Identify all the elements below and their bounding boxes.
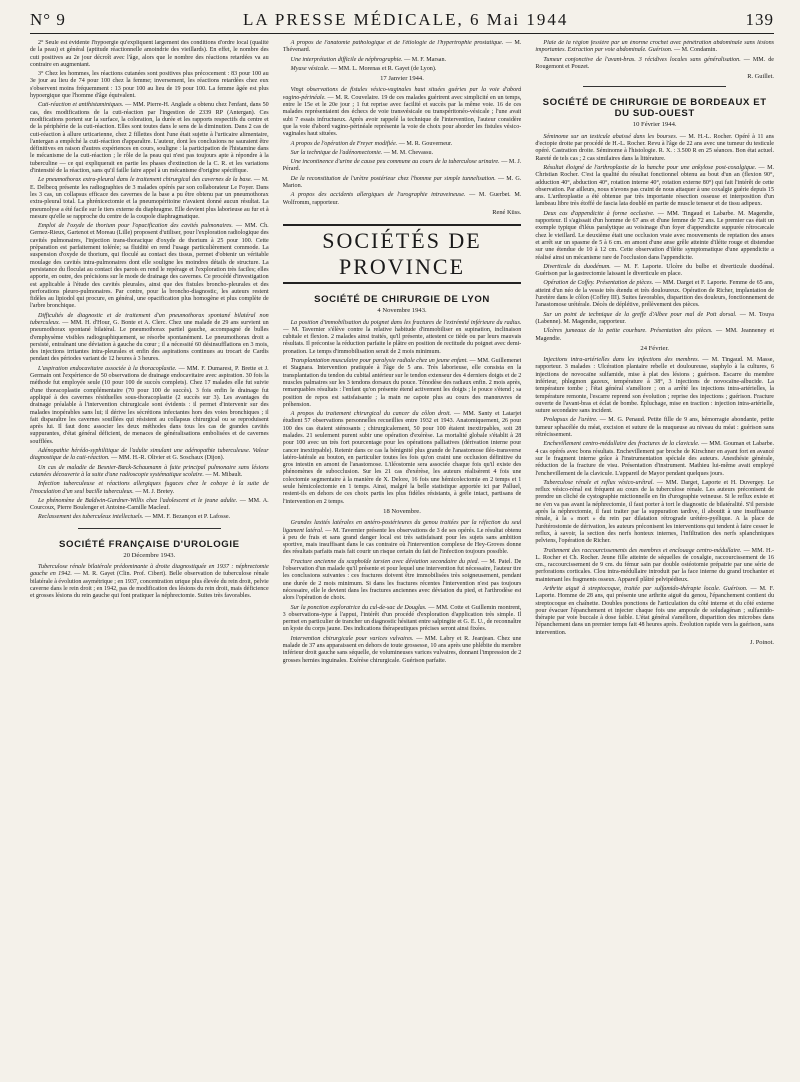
entry-body: Chez une malade de 37 ans apparaissent en dehors de toute grossesse, 10 ans après une phlébite du membre inférieur droit gauche sans séquelle, de volumineuses varices vulvaires, donnant l'impression de 2 grosses hernies inguinales. Exérèse chirurgicale. Guérison parfaite. xyxy=(282,635,522,664)
entry-authors: — M. J. Bretey. xyxy=(133,488,175,495)
entry-title: De la reconstitution de l'urètre postérieur chez l'homme par simple tunnelisation. xyxy=(290,175,496,182)
abstract-entry xyxy=(283,636,522,665)
entry-title: Une interprétation difficile de néphrographie. xyxy=(290,56,403,63)
abstract-entry xyxy=(30,564,269,600)
abstract-entry xyxy=(30,366,269,446)
paragraph: 2° Seule est évidente l'hypoergie qu'expliquent largement des conditions d'ordre local (qualité de la peau) et général (aptitude réactionnelle amoindrie des vieillards). En effet, le nombre des cuti positives au 2e jour décroît avec l'âge, alors que le nombre des réactions retardées va au contraire en augmentant. xyxy=(30,40,269,68)
entry-authors: — M. H.-L. Rocher. xyxy=(677,133,733,140)
signature: R. Guillet. xyxy=(747,73,774,81)
entry-title: Arthrite aiguë à streptocoque, traitée par sulfamido-thérapie locale. Guérison. xyxy=(543,586,748,592)
abstract-entry xyxy=(283,176,522,191)
entry-title: Diverticule du duodénum. xyxy=(543,263,611,270)
column-3 xyxy=(535,40,774,1080)
abstract-entry xyxy=(535,134,774,163)
entry-title: Injections intra-artérielles dans les infections des membres. xyxy=(543,357,700,364)
entry-body: Opéré à 11 ans d'ectopie droite par procédé de H.-L. Rocher. Revu à l'âge de 22 ans avec une tumeur du testicule opéré. Castration droite. Séminome à l'histologie. R. X. : 3.500 R en 25 séances. Bon état actuel. Rareté de tels cas ; 2 cas similaires dans la littérature. xyxy=(535,133,774,162)
abstract-entry xyxy=(535,441,774,477)
session-date: 18 Novembre. xyxy=(383,507,421,515)
abstract-entry xyxy=(535,312,774,327)
entry-title: Tumeur conjonctive de l'avant-bras. 3 récidives locales sans généralisation. xyxy=(543,56,741,63)
entry-title: A propos de l'anatomie pathologique et de l'étiologie de l'hypertrophie prostatique. xyxy=(290,40,504,46)
entry-authors: — MM. Jeanneney et Magendie. xyxy=(535,328,774,342)
entry-title: Plaie de la région fessière par un énorme crochet avec pénétration abdominale sans lésions importantes. Extraction par voie abdominale. Guérison. xyxy=(535,40,774,54)
entry-body: s'élève contre la relative habitude d'immobiliser en supination, inclinaison cubitale et flexion. 2 malades ainsi traités, qu'il présente, attestent ce tiède ou par leurs mauvais résultats. Il préconise la réduction parfaite le plâtre en position de rectitude du poignet avec demi-pronation. Le temps d'immobilisation serait de 2 mois minimum. xyxy=(282,326,522,355)
entry-authors: — M. R. Gouverneur. xyxy=(397,140,453,147)
entry-authors: — M. Mibault. xyxy=(203,471,243,478)
entry-body: montrent, 3 observations-type à l'appui, l'intérêt d'un procédé d'exploration d'application très simple. Il permet en particulier de trancher un diagnostic hésitant entre salpingite et G. E. U., de reconnaître un kyste du corps jaune. Des indications thérapeutiques précises seront ainsi fixées. xyxy=(282,604,522,633)
entry-body: présente les observations de 3 de ses opérés. Le résultat obtenu à peu de frais et sans grand danger local est très satisfaisant pour les sujets sans ambition sportive, mais insuffisant dans le cas contraire où l'intervention complexe de Hey-Groves donne des résultats parfaits mais fait courir un risque certain du fait de l'infection toujours possible. xyxy=(282,527,522,556)
entry-body: étudient 57 observations personnelles recueillies entre 1932 et 1943. Anatomiquement, 26 pour 100 des cas étaient sténosants ; chirurgicalement, 50 pour 100 étaient inextirpables, soit 28 malades. 21 seulement purent subir une opération d'exérèse. La mortalité globale s'établit à 28 pour 100 avec un très fort pourcentage pour les opérations palliatives (dérivation interne pour cancer inextirpable). Retenir dans ce cas la bénignité plus grande de l'anastomose iléo-transverse latéro-latérale au bouton, en particulier toutes les fois qu'on craint une occlusion définitive du gros intestin en amont de l'anastomose. L'iléostomie sera associée chaque fois qu'il existe des phénomènes de subocclusion. Sur les 21 cas d'exérèse, les auteurs réalisèrent 4 fois une colectomie segmentaire à la manière de X. Delore, 16 fois une hémicolectomie en 2 temps et 1 seule hémicolectomie en 1 temps. Ainsi, malgré la belle statistique apportée ici par Palluel, restent-ils en dehors de ces choix partis les plus fidèles résistants, à grêle intact, partisans de l'intervention en 2 temps. xyxy=(282,418,522,505)
entry-title: Traitement des raccourcissements des membres et enclouage centro-médullaire. xyxy=(543,547,742,554)
entry-title: Sur un point de technique de la greffe d'Albee pour mal de Pott dorsal. xyxy=(543,311,737,318)
entry-body: 19 de ces malades guérirent avec simplicité en un temps, entre le 15e et le 20e jour ; 1 fut reprise avec facilité et succès par la même voie. 16 de ces malades représentaient des échecs de voie transvésicale ou transpéritonéo-vésicale ; l'une avait subi 7 essais infructueux. Après avoir rappelé la technique de l'intervention, l'auteur considère que la voie d'abord vagino-périnéale représente la voie de choix pour aborder les fistules vésico-vaginales haut situées. xyxy=(282,94,522,138)
entry-authors: — M. G. Marion. xyxy=(282,175,522,190)
abstract-entry xyxy=(30,514,269,521)
entry-body: Ulcère du bulbe et diverticule duodénal. Guérison par la gastrectomie laissant le diverticule en place. xyxy=(535,263,774,278)
entry-title: Résultat éloigné de l'arthroplastie de la hanche pour une ankylose post-coxalgique. xyxy=(543,164,757,171)
signature: René Küss. xyxy=(492,208,522,216)
abstract-entry xyxy=(283,57,522,64)
entry-title: Prolapsus de l'urètre. xyxy=(543,417,598,424)
entry-title: A propos des accidents allergiques de l'urographie intraveineuse. xyxy=(290,192,466,199)
abstract-entry xyxy=(283,192,522,207)
abstract-entry xyxy=(535,165,774,209)
entry-title: Le pneumothorax extra-pleural dans le traitement chirurgical des cavernes de la base. xyxy=(38,177,253,184)
abstract-entry xyxy=(283,40,522,55)
entry-title: Tuberculose rénale et reflux vésico-urétral. xyxy=(543,479,654,486)
entry-title: Transplantation musculaire pour paralysie radiale chez un jeune enfant. xyxy=(290,358,468,365)
abstract-entry xyxy=(30,465,269,480)
entry-body: 3 malades : Ulcération plantaire rebelle et douloureuse, staphylo à la cultures, 6 injections de novocaïne sulfamide, mise à plat des lésions ; guérison. Escarre du membre inférieur, phlegmon gazeux, température à 38°, 3 injections de novocaïne-albucide. La température tombe ; l'état général s'améliore ; on a arrêté les injections intra-artérielles, la température remonte, l'escarre reprend son évolution ; reprise des injections ; guérison. Fracture ouverte de l'avant-bras et éclat de bombe. Épluchage, mise en traction : injection intra-artérielle, suture secondaire sans incident. xyxy=(535,364,774,415)
entry-authors: — M. F. Laporte. xyxy=(610,263,663,270)
entry-body: Le reflux vésico-rénal est fréquent au cours de la tuberculose rénale. Les auteurs préconisent de prendre un cliché de cystographie mictionnelle en fin d'urographie veineuse. Si le reflux existe et ne s'en va pas avant la néphrectomie, il faut porter à tort le diagnostic de bilatéralité. S'il persiste après la néphrectomie, il faut traiter par la suppuration tardive, il aboutit à une insuffisance rénale, à la « mort » du rein par dilatation rétrograde urétéro-pyélique. A la place de l'urétérostomie de dérivation, les auteurs préconisent les interventions qui tendent à faire cesser le reflux, à savoir, la section des nerfs honteux internes, l'infiltration des nerfs splanchniques pelviens, l'opération de Richer. xyxy=(535,479,774,545)
entry-authors: — M. Tavernier xyxy=(282,326,326,333)
session-date: 24 Février. xyxy=(640,344,669,352)
entry-title: Reclassement des tuberculeux intellectuels. xyxy=(38,514,144,521)
abstract-entry xyxy=(30,102,269,175)
entry-authors: — M. Thévenard. xyxy=(282,40,522,54)
session-date: 20 Décembre 1943. xyxy=(123,551,176,559)
entry-authors: — M. M. Chevassu. xyxy=(382,149,434,156)
entry-title: Deux cas d'appendicite à forme occlusive. xyxy=(543,210,655,217)
entry-title: Emploi de l'oxyde de thorium pour l'opacification des cavités pulmonaires. xyxy=(38,223,233,230)
entry-authors: — MM. Pierre-H. Anglade xyxy=(123,102,192,109)
entry-authors: — MM. Santy et Latarjet xyxy=(451,411,522,418)
abstract-entry xyxy=(535,417,774,439)
abstract-entry xyxy=(535,480,774,546)
entry-title: Infection tuberculeuse et réactions allergiques fugaces chez le cobaye à la suite de l'inoculation d'un seul bacille tuberculeux. xyxy=(30,481,269,495)
abstract-entry xyxy=(283,358,522,409)
abstract-entry xyxy=(283,150,522,157)
abstract-entry xyxy=(535,357,774,415)
entry-title: Tuberculose rénale bilatérale prédominante à droite diagnostiquée en 1937 : néphrectomie gauche en 1942. xyxy=(30,564,269,578)
divider xyxy=(583,86,726,87)
abstract-entry xyxy=(30,223,269,311)
section-heading: SOCIÉTÉ DE CHIRURGIE DE LYON xyxy=(314,294,490,306)
entry-body: proposent d'utiliser, pour l'exploration radiologique des cavités pulmonaires, l'injection trans-thoracique d'oxyde de thorium à 25 pour 100. Cette préparation est parfaitement tolérée; sa fluidité en rend l'usage particulièrement commode. La suspension d'oxyde de thorium, qui floculé au contact des tissus, permet d'obtenir un véritable moulage des cavités intra-pulmonaires dont elle souligne les moindres détails de structure. La persistance du floculat au contact des parois en rend le repérage et l'exploration très faciles; elles apporte, en outre, des précisions sur le mode de drainage des cavernes. Ce procédé d'investigation est applicable à l'étude des cavités pleurales, ainsi que des fistules broncho-pleurales et des perforations pleuro-pulmonaires. Par contre, pour la broncho-diagnostic, les auteurs restent fidèles au lipiodol qui procure, en général, une opacification plus homogène et plus complète de l'arbre bronchique. xyxy=(30,230,269,310)
entry-body: Il s'agissait d'un homme de 67 ans et d'une femme de 72 ans. Le premier cas était un exemple typique d'iléus paralytique au voisinage d'un foyer d'appendicite suppurée rétrocæcale chez le vieillard. Le deuxième était une occlusion vraie avec mouvements de reptation des anses et arrêt sur un spasme de 5 à 6 cm. en amont d'une anse grêle atteinte d'iléite rouge et distendue sur une étendue de 10 à 12 cm. Cette observation d'iléite symptomatique d'une appendicite a réalisé ainsi un mécanisme rare de l'occlusion dans l'appendicite. xyxy=(535,218,774,261)
paragraph: 3° Chez les hommes, les réactions cutanées sont positives plus précocement : 83 pour 100 au 3e jour au lieu de 74 pour 100 chez la femme; inversement, les réactions retardées chez eux s'observent moins fréquemment : 13 pour 100 au lieu de 19 pour 100. La femme âgée est plus hypoergique que l'homme d'âge équivalent. xyxy=(30,71,269,100)
abstract-entry xyxy=(283,66,522,73)
entry-body: présente les radiographies de 3 malades opérés par son collaborateur Le Foyer. Dans les 3 cas, un collapsus efficace des cavernes de la base a pu être obtenu par un pneumothorax extra-pleural total. La phrénicectomie et la pneumopéritoine n'avaient donné aucun résultat. La pneumolyse a été facile sur le tiers externe du diaphragme. Elle devient plus laborieuse au fur et à mesure qu'elle se rapproche du centre de la coupole diaphragmatique. xyxy=(30,184,269,220)
abstract-entry xyxy=(283,605,522,634)
entry-body: Femme de 65 ans, atteint d'un néo de la vessie très étendu et très douloureux. Opération de Richer, implantation de l'uretère dans le côlon (Coffey III). Suites favorables, disparition des douleurs, fonctionnement de l'anastomose urétérale. Décès de déplétive, prélèvement des pièces. xyxy=(535,280,774,309)
entry-title: Difficultés de diagnostic et de traitement d'un pneumothorax spontané bilatéral non tuberculeux. xyxy=(30,312,269,326)
entry-title: Enchevillement centro-médullaire des fractures de la clavicule. xyxy=(543,441,700,448)
entry-authors: — MM. Tingaud et Labarbe. M. Magendie, rapporteur. xyxy=(535,210,774,225)
entry-title: A propos de l'opération de Freyer modifiée. xyxy=(290,140,398,147)
entry-authors: — M. R. Couvelaire. xyxy=(325,94,380,101)
entry-authors: — M. Tavernier xyxy=(323,527,365,534)
abstract-entry xyxy=(30,481,269,496)
issue-number: N° 9 xyxy=(30,10,66,29)
entry-authors: — M. Guerbet. M. Wolfromm, rapporteur. xyxy=(282,192,522,206)
divider xyxy=(78,528,221,529)
entry-title: A propos du traitement chirurgical du cancer du côlon droit. xyxy=(290,411,452,418)
entry-title: Le phénomène de Baldwin-Gardner-Willis chez l'adolescent et le jeune adulte. xyxy=(38,497,238,504)
entry-body: a obtenu chez l'enfant, dans 50 cas, des modifications de la cuti-réaction par l'ingestion de 2339 RP (Antergan). Ces modifications portent sur la surface, la coloration, la durée et les rapports respectifs du centre et de la périphérie de la cuti-réaction. Elles sont toutes dans le sens de la diminution. Dans 2 cas de cuti-réaction à allure urticarienne, chez 2 fillettes dont l'une était sujette à l'urticaire alimentaire, l'antergan a empêché la cuti-réaction d'apparaître. L'auteur, dont les conclusions ne sauraient être définitives en raison d'autres expériences en cours, souligne : la participation de l'histamine dans le mécanisme de la cuti-réaction ; le rôle de la peau qui n'est pas toujours apte à répondre à la tuberculine — ce qui expliquerait en partie les phases d'extinction de la C. R. et les variations d'intensité de la réaction, sans qu'il faille faire appel à un mécanisme d'origine spécifique. xyxy=(30,102,269,175)
entry-body: Intervention pratiquée à l'âge de 5 ans. Très laborieuse, elle consista en la transplantation du tendon du cubital antérieur sur le tendon extenseur des 4 derniers doigts et de 2 muscles palmaires sur les 3 tendons dorsaux du pouce. Ténodèse des radiaux enfin. 2 mois après, remarquables résultats : l'enfant qu'on présente étend activement les doigts ; le pouce s'étend ; sa position de repos est satisfaisante ; la main ne capote plus au cours des manœuvres de préhension. xyxy=(282,365,522,408)
entry-authors: — M. Christian Rocher. xyxy=(535,164,774,179)
part-heading: SOCIÉTÉS DE PROVINCE xyxy=(283,224,522,284)
entry-title: Opération de Coffey. Présentation de pièces. xyxy=(543,280,654,287)
entry-title: Adénopathie hérédo-syphilitique de l'adulte simulant une adénopathie tuberculeuse. Valeur diagnostique de la cuti-réaction. xyxy=(30,448,269,462)
abstract-entry xyxy=(535,211,774,262)
entry-title: Sur la technique de l'adénomectomie. xyxy=(290,149,383,156)
entry-title: L'aspiration endocavitaire associée à la thoracoplastie. xyxy=(38,365,177,372)
entry-authors: — M. F. Laporte. xyxy=(535,586,774,600)
abstract-entry xyxy=(535,586,774,637)
abstract-entry xyxy=(30,448,269,463)
entry-authors: — MM. H.-R. Olivier et G. Soschaux (Dijon). xyxy=(109,455,225,462)
session-date: 17 Janvier 1944. xyxy=(380,75,424,83)
entry-body: ont l'expérience de 50 observations de drainage endocavitaire avec aspiration. 30 fois la méthode fut employée seule (10 pour 100 de succès complets). Chez 17 malades elle fut suivie d'une thoracoplastie complémentaire (70 pour 100 de succès). 3 fois enfin le drainage fut appliqué à des cavernes résiduelles sous-thoracoplastie (2 succès sur 3). Les avantages du drainage préalable à l'intervention chirurgicale sont évidents : il permet d'intervenir sur des malades inopérables sans lui; il dérive les sécrétions infectantes hors des voies bronchiques ; il fait disparaître les cavernes souillées qui résistent au collapsus chirurgical ou se reproduisent après lui. Il faut donc associer les deux méthodes dans tous les cas de grandes cavités suppurantes, d'état général déficient, de menaces de généralisations embolisées et de cavernes soufflées. xyxy=(30,373,269,445)
entry-title: Sur la ponction exploratrice du cul-de-sac de Douglas. xyxy=(290,604,427,611)
entry-title: La position d'immobilisation du poignet dans les fractures de l'extrémité inférieure du radius. xyxy=(290,319,522,326)
abstract-entry xyxy=(535,264,774,279)
column-2 xyxy=(283,40,522,1080)
entry-body: Jeune fille atteinte de séquelles de coxalgie, raccourcissement de 16 cm., raccourcissement de 9 cm. du fémur sain par double ostéotomie prépatrie par une série de perforations corticales. Clou intra-médullaire introduit par la face interne du grand trochanter et maintenant les fragments osseux. Appareil plâtré pelvipédieux. xyxy=(535,554,774,583)
abstract-entry xyxy=(535,280,774,309)
entry-body: Chez une malade de 29 ans survient un pneumothorax spontané bilatéral. Le pneumothorax partiel gauche, accompagné de bulles d'emphysème visibles radiographiquement, se résorbe spontanément. Le pneumothorax droit a persisté, entraînant une déviation à gauche du cœur ; il a nécessité 60 désinsufflations en 3 mois, des injections irritantes intra-pleurales et enfin des aspirations continues au trocart de Cardis pendant des périodes variant de 12 heures à 3 heures. xyxy=(30,319,269,363)
entry-authors: — M. G. Penaud. xyxy=(597,417,646,424)
abstract-entry xyxy=(535,328,774,343)
columns xyxy=(30,40,774,1080)
abstract-entry xyxy=(283,320,522,356)
entry-authors: — M. Touya (Labenne). M. Magendie, rapporteur. xyxy=(535,311,774,325)
entry-authors: — MM. A. Courcoux, Pierre Boulenger et Antoine-Camille Macleuf. xyxy=(30,497,269,512)
entry-authors: — MM. Guillemenet et Stagnara. xyxy=(282,358,522,372)
entry-title: Un cas de maladie de Besnier-Bœck-Schaumann à fuite principal pulmonaire sans lésions cutanées découverte à la suite d'une radioscopie systématique scolaire. xyxy=(30,464,269,478)
entry-authors: — MM. H. d'Hour, G. Bonte et A. Clerc. xyxy=(60,319,167,326)
entry-title: Intervention chirurgicale pour varices vulvaires. xyxy=(290,635,414,642)
abstract-entry xyxy=(283,520,522,556)
entry-authors: — M. Condamin. xyxy=(672,47,717,54)
abstract-entry xyxy=(535,57,774,72)
entry-authors: — M. Patel. xyxy=(479,558,513,565)
entry-body: Homme de 28 ans, qui présente une arthrite aiguë du genou, l'épanchement contient du streptocoque en chaînette. Doubles ponctions de l'articulation du côté interne et du côté externe pour évacuer l'épanchement et injecter chaque fois une ampoule de soludagénan ; sulfamido-thérapie par voie buccale à dose faible. L'état général s'améliore, disparition des microbes dans l'épanchement dans un premier temps fait 48 heures après. Évolution rapide vers la guérison, sans intervention. xyxy=(535,593,774,636)
page-number: 139 xyxy=(745,10,774,29)
signature: J. Poinot. xyxy=(750,639,774,647)
entry-body: De l'observation d'un malade qu'il présente et pour lequel une intervention fut nécessaire, l'auteur tire les conclusions suivantes : ces fractures doivent être immobilisées très soigneusement, pendant une durée de 2 mois minimum. Si dans les fractures récentes l'intervention n'est pas toujours nécessaire, elle le devient dans les fractures anciennes avec déviation du pied, et l'arthrodèse est alors l'opération de choix. xyxy=(282,558,522,602)
entry-authors: — MM. Ch. Gernez-Rieux, Gartenot et Moreau (Lille) xyxy=(30,223,269,237)
section-heading: SOCIÉTÉ DE CHIRURGIE DE BORDEAUX ET DU SUD-OUEST xyxy=(542,97,767,120)
entry-authors: — MM. Darget et F. Laporte. xyxy=(653,280,728,287)
abstract-entry xyxy=(535,548,774,584)
entry-authors: — M. J. Pérard. xyxy=(282,159,522,173)
abstract-entry xyxy=(535,40,774,55)
session-date: 4 Novembre 1943. xyxy=(377,307,427,315)
entry-authors: — M. F. Marsan. xyxy=(402,56,447,63)
entry-body: 4 cas opérés avec bons résultats. Enchevillement par broche de Kirschner en ayant fort en avancé sur le fragment interne grâce à l'instrumentation spéciale des auteurs. Anesthésie générale, réduction de la fracture de visu. Présentation d'instrument. Mathieu lui-même avait employé l'enchevillement de la clavicule. L'appareil de Mayor pendant quelques jours. xyxy=(535,448,774,477)
entry-body: C'est la qualité du résultat fonctionnel obtenu au bout d'un an (flexion 90°, adduction 40°, abduction 40°, rotation interne 40°, rotation externe 80°) qui fait l'intérêt de cette observation. Par ailleurs, nous n'avons pas craint de nous attaquer à une coxalgie guérie depuis 15 ans. L'arthroplastie a été obtenue par très importante résection osseuse et interposition d'un lambeau libre très étoffé de fascia lata doublé en partie de muscle tenseur et de tissu adipeux. xyxy=(535,172,774,208)
journal-title: LA PRESSE MÉDICALE, 6 Mai 1944 xyxy=(242,10,569,29)
entry-authors: — MM. L. Morenas et R. Gayet (de Lyon). xyxy=(329,65,437,72)
entry-authors: — MM. F. Bezançon et P. Lafosse. xyxy=(143,514,231,521)
abstract-entry xyxy=(283,559,522,603)
abstract-entry xyxy=(283,411,522,506)
abstract-entry xyxy=(30,313,269,364)
entry-authors: — MM. Gouman et Labarbe. xyxy=(699,441,774,448)
entry-title: Myase vésicale. xyxy=(290,65,330,72)
entry-title: Vingt observations de fistules vésico-vaginales haut situées guéries par la voie d'abord vagino-périnéale. xyxy=(282,87,522,101)
entry-authors: — MM. de Rougemont et Pouzet. xyxy=(535,56,774,70)
entry-title: Fracture ancienne du scaphoïde tarsien avec déviation secondaire du pied. xyxy=(290,558,480,565)
abstract-entry xyxy=(283,159,522,174)
section-heading: SOCIÉTÉ FRANÇAISE D'UROLOGIE xyxy=(59,538,240,550)
entry-title: Cuti-réaction et antihistaminiques. xyxy=(38,102,124,109)
column-1 xyxy=(30,40,269,1080)
entry-authors: — M. R. Gayet (Clin. Prof. Cibert). xyxy=(71,571,167,578)
entry-title: Séminome sur un testicule abaissé dans les bourses. xyxy=(543,133,678,140)
page-header xyxy=(30,10,774,34)
session-date: 10 Février 1944. xyxy=(632,121,677,129)
entry-authors: — MM. H.-L. Rocher et Ch. Rocher. xyxy=(535,547,774,561)
entry-authors: — M. Tingaud. M. Masse, rapporteur. xyxy=(535,357,774,371)
entry-title: Une incontinence d'urine de cause peu commune au cours de la tuberculose urinaire. xyxy=(290,159,500,166)
entry-authors: — MM. F. Dumarest, P. Brette et J. Germain xyxy=(30,365,269,380)
entry-authors: — M. E. Delbecq xyxy=(30,177,269,191)
entry-authors: — MM. Cotte et Guillemin xyxy=(426,604,497,611)
entry-authors: — MM. Darget, Laporte et H. Duvergey. xyxy=(653,479,765,486)
abstract-entry xyxy=(30,498,269,513)
entry-title: Grandes laxités latérales en antéro-postérieures du genou traitées par la réfection du seul ligament latéral. xyxy=(282,520,522,534)
entry-body: Petite fille de 9 ans, hémorragie abondante, petite tumeur sphacélée du méat, excision et suture de la muqueuse au niveau du méat : guérison sans rétrécissement. xyxy=(535,417,774,439)
abstract-entry xyxy=(283,141,522,148)
entry-title: Ulcères jumeaux de la petite courbure. Présentation des pièces. xyxy=(543,328,713,335)
abstract-entry xyxy=(30,177,269,221)
entry-authors: — MM. Labry et R. Jeanjean. xyxy=(413,635,495,642)
abstract-entry xyxy=(283,87,522,138)
entry-body: Belle observation de tuberculose rénale bilatérale à évolution asymétrique ; en 1937, concentration urique plus élevée du rein droit, pelvie caverne dans le rein droit ; en 1942, pas de modification des lésions du rein droit, mais déficience et grosses lésions du rein gauche qui font pratiquer la néphrectomie. Suites très favorables. xyxy=(30,571,269,600)
